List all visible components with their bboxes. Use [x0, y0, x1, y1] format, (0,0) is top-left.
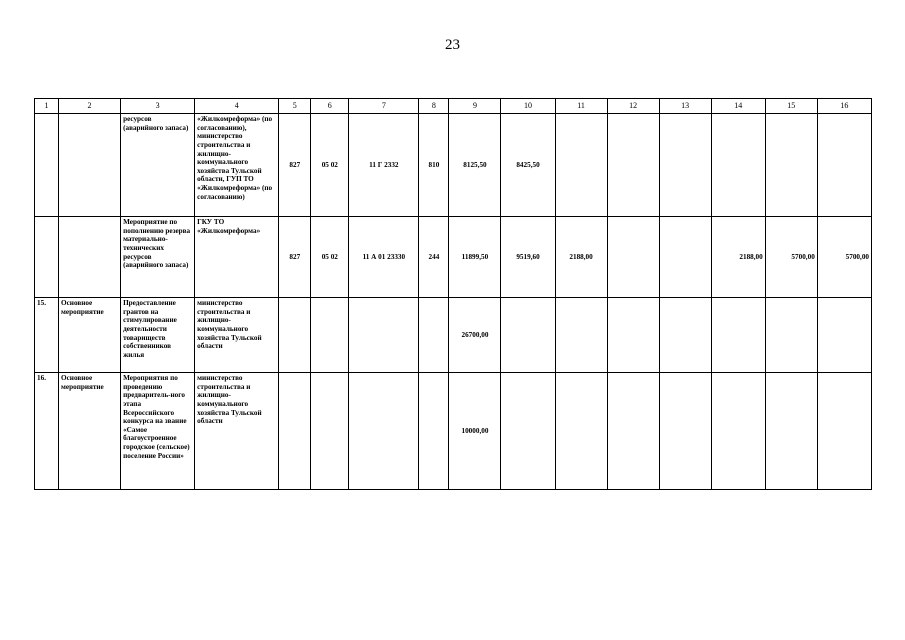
code-cell: 827 — [279, 114, 311, 217]
amount-cell: 26700,00 — [449, 298, 501, 373]
code-cell: 05 02 — [311, 114, 349, 217]
code-cell — [419, 373, 449, 490]
executor: «Жилкомреформа» (по согласованию), министерство строительства и жилищно-коммунального хозяйства Тульской области, ГУП ТО «Жилкомреформа» (по согласованию) — [195, 114, 279, 217]
amount-cell: 5700,00 — [765, 217, 817, 298]
executor: министерство строительства и жилищно-коммунального хозяйства Тульской области — [195, 298, 279, 373]
measure-type: Основное мероприятие — [59, 298, 121, 373]
amount-cell — [501, 373, 555, 490]
measure-name: Мероприятие по пополнению резерва материально-технических ресурсов (аварийного запаса) — [121, 217, 195, 298]
amount-cell — [711, 298, 765, 373]
amount-cell — [711, 114, 765, 217]
header-cell: 11 — [555, 99, 607, 114]
row-number — [35, 217, 59, 298]
header-cell: 13 — [659, 99, 711, 114]
header-cell: 12 — [607, 99, 659, 114]
header-cell: 10 — [501, 99, 555, 114]
executor: министерство строительства и жилищно-коммунального хозяйства Тульской области — [195, 373, 279, 490]
amount-cell — [607, 298, 659, 373]
code-cell — [349, 298, 419, 373]
measure-type: Основное мероприятие — [59, 373, 121, 490]
header-cell: 1 — [35, 99, 59, 114]
measure-name: Предоставление грантов на стимулирование деятельности товариществ собственников жилья — [121, 298, 195, 373]
amount-cell: 11899,50 — [449, 217, 501, 298]
amount-cell: 9519,60 — [501, 217, 555, 298]
code-cell — [419, 298, 449, 373]
amount-cell — [711, 373, 765, 490]
header-row — [35, 99, 872, 114]
code-cell — [311, 298, 349, 373]
code-cell — [311, 373, 349, 490]
amount-cell — [659, 373, 711, 490]
header-cell: 6 — [311, 99, 349, 114]
amount-cell — [765, 373, 817, 490]
header-cell: 4 — [195, 99, 279, 114]
amount-cell — [817, 373, 871, 490]
amount-cell — [817, 298, 871, 373]
amount-cell — [607, 114, 659, 217]
measure-type — [59, 217, 121, 298]
row-number: 15. — [35, 298, 59, 373]
header-cell: 3 — [121, 99, 195, 114]
page-number: 23 — [445, 37, 460, 53]
header-cell: 7 — [349, 99, 419, 114]
amount-cell: 8125,50 — [449, 114, 501, 217]
header-cell: 8 — [419, 99, 449, 114]
amount-cell — [607, 373, 659, 490]
header-cell: 5 — [279, 99, 311, 114]
measure-name: Мероприятия по проведению предваритель-ного этапа Всероссийского конкурса на звание «Самое благоустроенное городское (сельское) поселение России» — [121, 373, 195, 490]
code-cell — [279, 298, 311, 373]
row-number: 16. — [35, 373, 59, 490]
code-cell: 244 — [419, 217, 449, 298]
table-row — [35, 114, 872, 217]
amount-cell — [659, 298, 711, 373]
amount-cell — [765, 114, 817, 217]
executor: ГКУ ТО «Жилкомреформа» — [195, 217, 279, 298]
amount-cell — [765, 298, 817, 373]
amount-cell: 2188,00 — [711, 217, 765, 298]
amount-cell — [501, 298, 555, 373]
table-row — [35, 298, 872, 373]
measure-type — [59, 114, 121, 217]
header-cell: 16 — [817, 99, 871, 114]
code-cell: 810 — [419, 114, 449, 217]
header-cell: 2 — [59, 99, 121, 114]
table-row — [35, 217, 872, 298]
amount-cell: 8425,50 — [501, 114, 555, 217]
header-cell: 15 — [765, 99, 817, 114]
amount-cell — [555, 114, 607, 217]
code-cell: 827 — [279, 217, 311, 298]
code-cell — [279, 373, 311, 490]
amount-cell: 5700,00 — [817, 217, 871, 298]
amount-cell: 2188,00 — [555, 217, 607, 298]
amount-cell — [607, 217, 659, 298]
header-cell: 9 — [449, 99, 501, 114]
code-cell — [349, 373, 419, 490]
amount-cell — [555, 373, 607, 490]
amount-cell — [817, 114, 871, 217]
code-cell: 11 А 01 23330 — [349, 217, 419, 298]
code-cell: 11 Г 2332 — [349, 114, 419, 217]
row-number — [35, 114, 59, 217]
measure-name: ресурсов (аварийного запаса) — [121, 114, 195, 217]
table-row — [35, 373, 872, 490]
budget-table — [34, 98, 872, 490]
amount-cell — [555, 298, 607, 373]
header-cell: 14 — [711, 99, 765, 114]
amount-cell: 10000,00 — [449, 373, 501, 490]
amount-cell — [659, 217, 711, 298]
code-cell: 05 02 — [311, 217, 349, 298]
amount-cell — [659, 114, 711, 217]
